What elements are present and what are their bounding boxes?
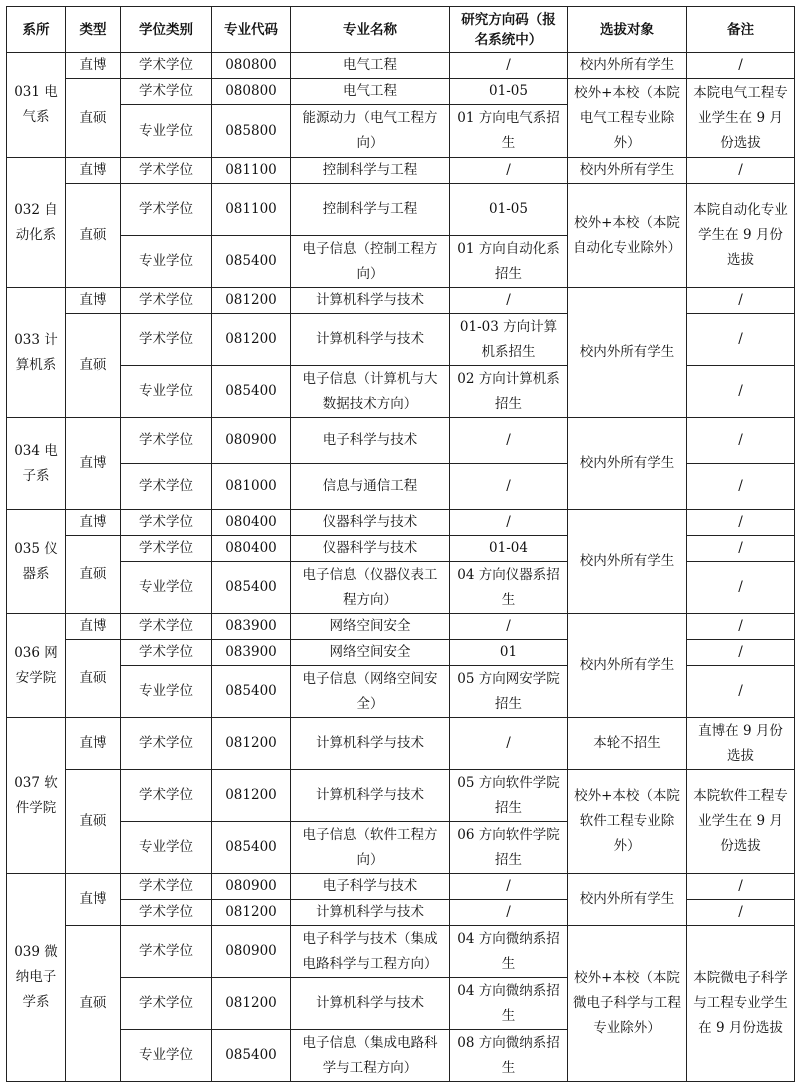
direction-cell: 01 方向自动化系招生 xyxy=(450,236,568,288)
header-major: 专业名称 xyxy=(291,7,450,53)
table-row xyxy=(7,874,795,900)
code-cell: 085400 xyxy=(212,366,291,418)
code-cell: 080800 xyxy=(212,79,291,105)
note-cell: / xyxy=(687,510,795,536)
major-cell: 电子信息（集成电路科学与工程方向） xyxy=(291,1030,450,1082)
code-cell: 081200 xyxy=(212,978,291,1030)
type-cell: 直硕 xyxy=(66,926,121,1082)
dept-cell: 034 电子系 xyxy=(7,418,66,510)
type-cell: 直博 xyxy=(66,53,121,79)
direction-cell: / xyxy=(450,874,568,900)
type-cell: 直硕 xyxy=(66,184,121,288)
direction-cell: / xyxy=(450,510,568,536)
note-cell: / xyxy=(687,874,795,900)
code-cell: 080800 xyxy=(212,53,291,79)
table-row xyxy=(7,926,795,978)
degree-cell: 学术学位 xyxy=(121,53,212,79)
table-row xyxy=(7,510,795,536)
dept-cell: 035 仪器系 xyxy=(7,510,66,614)
degree-cell: 学术学位 xyxy=(121,510,212,536)
header-row xyxy=(7,7,795,53)
target-cell: 校内外所有学生 xyxy=(568,510,687,614)
type-cell: 直博 xyxy=(66,288,121,314)
table-row xyxy=(7,288,795,314)
code-cell: 085800 xyxy=(212,105,291,158)
major-cell: 计算机科学与技术 xyxy=(291,900,450,926)
code-cell: 081200 xyxy=(212,718,291,770)
degree-cell: 学术学位 xyxy=(121,464,212,510)
major-cell: 网络空间安全 xyxy=(291,614,450,640)
table-row xyxy=(7,614,795,640)
major-cell: 电子信息（控制工程方向） xyxy=(291,236,450,288)
target-cell: 校外+本校（本院电气工程专业除外） xyxy=(568,79,687,158)
note-cell: / xyxy=(687,536,795,562)
degree-cell: 学术学位 xyxy=(121,874,212,900)
table-row xyxy=(7,53,795,79)
major-cell: 计算机科学与技术 xyxy=(291,718,450,770)
direction-cell: 01-05 xyxy=(450,184,568,236)
type-cell: 直博 xyxy=(66,614,121,640)
major-cell: 电子信息（网络空间安全） xyxy=(291,666,450,718)
degree-cell: 学术学位 xyxy=(121,718,212,770)
direction-cell: / xyxy=(450,464,568,510)
major-cell: 电气工程 xyxy=(291,53,450,79)
dept-cell: 037 软件学院 xyxy=(7,718,66,874)
code-cell: 085400 xyxy=(212,666,291,718)
direction-cell: / xyxy=(450,900,568,926)
header-dept: 系所 xyxy=(7,7,66,53)
dept-cell: 033 计算机系 xyxy=(7,288,66,418)
major-cell: 网络空间安全 xyxy=(291,640,450,666)
direction-cell: 01-04 xyxy=(450,536,568,562)
target-cell: 校内外所有学生 xyxy=(568,614,687,718)
table-row xyxy=(7,770,795,822)
type-cell: 直硕 xyxy=(66,640,121,718)
major-cell: 电子科学与技术 xyxy=(291,874,450,900)
code-cell: 080400 xyxy=(212,510,291,536)
target-cell: 校外+本校（本院自动化专业除外） xyxy=(568,184,687,288)
target-cell: 校内外所有学生 xyxy=(568,418,687,510)
note-cell: / xyxy=(687,288,795,314)
direction-cell: 05 方向网安学院招生 xyxy=(450,666,568,718)
direction-cell: 04 方向仪器系招生 xyxy=(450,562,568,614)
direction-cell: 01-03 方向计算机系招生 xyxy=(450,314,568,366)
code-cell: 085400 xyxy=(212,822,291,874)
direction-cell: / xyxy=(450,614,568,640)
code-cell: 081200 xyxy=(212,288,291,314)
note-cell: 本院电气工程专业学生在 9 月份选拔 xyxy=(687,79,795,158)
code-cell: 083900 xyxy=(212,614,291,640)
code-cell: 081100 xyxy=(212,158,291,184)
target-cell: 校内外所有学生 xyxy=(568,53,687,79)
header-direction: 研究方向码（报名系统中） xyxy=(450,7,568,53)
major-cell: 信息与通信工程 xyxy=(291,464,450,510)
major-cell: 能源动力（电气工程方向） xyxy=(291,105,450,158)
note-cell: / xyxy=(687,464,795,510)
degree-cell: 学术学位 xyxy=(121,158,212,184)
degree-cell: 专业学位 xyxy=(121,105,212,158)
major-cell: 电子信息（软件工程方向） xyxy=(291,822,450,874)
major-cell: 控制科学与工程 xyxy=(291,158,450,184)
direction-cell: / xyxy=(450,288,568,314)
direction-cell: 01 xyxy=(450,640,568,666)
degree-cell: 专业学位 xyxy=(121,366,212,418)
degree-cell: 学术学位 xyxy=(121,770,212,822)
table-row xyxy=(7,718,795,770)
code-cell: 085400 xyxy=(212,236,291,288)
major-cell: 电子科学与技术 xyxy=(291,418,450,464)
direction-cell: 08 方向微纳系招生 xyxy=(450,1030,568,1082)
code-cell: 081200 xyxy=(212,770,291,822)
note-cell: 直博在 9 月份选拔 xyxy=(687,718,795,770)
target-cell: 本轮不招生 xyxy=(568,718,687,770)
target-cell: 校外+本校（本院软件工程专业除外） xyxy=(568,770,687,874)
major-cell: 计算机科学与技术 xyxy=(291,288,450,314)
degree-cell: 学术学位 xyxy=(121,184,212,236)
header-code: 专业代码 xyxy=(212,7,291,53)
note-cell: / xyxy=(687,366,795,418)
note-cell: / xyxy=(687,614,795,640)
dept-cell: 039 微纳电子学系 xyxy=(7,874,66,1082)
direction-cell: 04 方向微纳系招生 xyxy=(450,926,568,978)
note-cell: / xyxy=(687,562,795,614)
header-target: 选拔对象 xyxy=(568,7,687,53)
header-note: 备注 xyxy=(687,7,795,53)
type-cell: 直博 xyxy=(66,158,121,184)
table-row xyxy=(7,418,795,464)
major-cell: 电子信息（计算机与大数据技术方向） xyxy=(291,366,450,418)
code-cell: 081200 xyxy=(212,900,291,926)
type-cell: 直硕 xyxy=(66,536,121,614)
dept-cell: 032 自动化系 xyxy=(7,158,66,288)
direction-cell: 02 方向计算机系招生 xyxy=(450,366,568,418)
code-cell: 080900 xyxy=(212,418,291,464)
degree-cell: 学术学位 xyxy=(121,926,212,978)
degree-cell: 学术学位 xyxy=(121,640,212,666)
note-cell: / xyxy=(687,53,795,79)
table-row xyxy=(7,184,795,236)
major-cell: 仪器科学与技术 xyxy=(291,536,450,562)
note-cell: / xyxy=(687,314,795,366)
note-cell: 本院软件工程专业学生在 9 月份选拔 xyxy=(687,770,795,874)
code-cell: 081200 xyxy=(212,314,291,366)
header-degree: 学位类别 xyxy=(121,7,212,53)
direction-cell: / xyxy=(450,158,568,184)
degree-cell: 专业学位 xyxy=(121,1030,212,1082)
code-cell: 085400 xyxy=(212,562,291,614)
direction-cell: 06 方向软件学院招生 xyxy=(450,822,568,874)
degree-cell: 学术学位 xyxy=(121,418,212,464)
dept-cell: 036 网安学院 xyxy=(7,614,66,718)
major-cell: 计算机科学与技术 xyxy=(291,770,450,822)
direction-cell: 04 方向微纳系招生 xyxy=(450,978,568,1030)
target-cell: 校内外所有学生 xyxy=(568,288,687,418)
code-cell: 081100 xyxy=(212,184,291,236)
code-cell: 080900 xyxy=(212,874,291,900)
major-cell: 电子信息（仪器仪表工程方向） xyxy=(291,562,450,614)
major-cell: 仪器科学与技术 xyxy=(291,510,450,536)
type-cell: 直博 xyxy=(66,718,121,770)
code-cell: 081000 xyxy=(212,464,291,510)
note-cell: / xyxy=(687,640,795,666)
note-cell: 本院微电子科学与工程专业学生在 9 月份选拔 xyxy=(687,926,795,1082)
target-cell: 校内外所有学生 xyxy=(568,874,687,926)
note-cell: / xyxy=(687,418,795,464)
note-cell: 本院自动化专业学生在 9 月份选拔 xyxy=(687,184,795,288)
direction-cell: / xyxy=(450,53,568,79)
code-cell: 080400 xyxy=(212,536,291,562)
target-cell: 校内外所有学生 xyxy=(568,158,687,184)
major-cell: 计算机科学与技术 xyxy=(291,978,450,1030)
dept-cell: 031 电气系 xyxy=(7,53,66,158)
major-cell: 控制科学与工程 xyxy=(291,184,450,236)
type-cell: 直硕 xyxy=(66,79,121,158)
code-cell: 083900 xyxy=(212,640,291,666)
code-cell: 080900 xyxy=(212,926,291,978)
major-cell: 电气工程 xyxy=(291,79,450,105)
direction-cell: 01-05 xyxy=(450,79,568,105)
target-cell: 校外+本校（本院微电子科学与工程专业除外） xyxy=(568,926,687,1082)
major-cell: 电子科学与技术（集成电路科学与工程方向） xyxy=(291,926,450,978)
direction-cell: 05 方向软件学院招生 xyxy=(450,770,568,822)
type-cell: 直硕 xyxy=(66,314,121,418)
degree-cell: 专业学位 xyxy=(121,666,212,718)
type-cell: 直硕 xyxy=(66,770,121,874)
major-cell: 计算机科学与技术 xyxy=(291,314,450,366)
note-cell: / xyxy=(687,666,795,718)
table-row xyxy=(7,158,795,184)
degree-cell: 学术学位 xyxy=(121,614,212,640)
note-cell: / xyxy=(687,158,795,184)
degree-cell: 学术学位 xyxy=(121,79,212,105)
type-cell: 直博 xyxy=(66,510,121,536)
degree-cell: 专业学位 xyxy=(121,562,212,614)
code-cell: 085400 xyxy=(212,1030,291,1082)
direction-cell: 01 方向电气系招生 xyxy=(450,105,568,158)
type-cell: 直博 xyxy=(66,874,121,926)
admissions-table xyxy=(6,6,795,1082)
direction-cell: / xyxy=(450,418,568,464)
degree-cell: 学术学位 xyxy=(121,314,212,366)
type-cell: 直博 xyxy=(66,418,121,510)
degree-cell: 学术学位 xyxy=(121,288,212,314)
note-cell: / xyxy=(687,900,795,926)
degree-cell: 专业学位 xyxy=(121,236,212,288)
degree-cell: 学术学位 xyxy=(121,900,212,926)
table-row xyxy=(7,79,795,105)
degree-cell: 学术学位 xyxy=(121,978,212,1030)
degree-cell: 学术学位 xyxy=(121,536,212,562)
header-type: 类型 xyxy=(66,7,121,53)
degree-cell: 专业学位 xyxy=(121,822,212,874)
direction-cell: / xyxy=(450,718,568,770)
